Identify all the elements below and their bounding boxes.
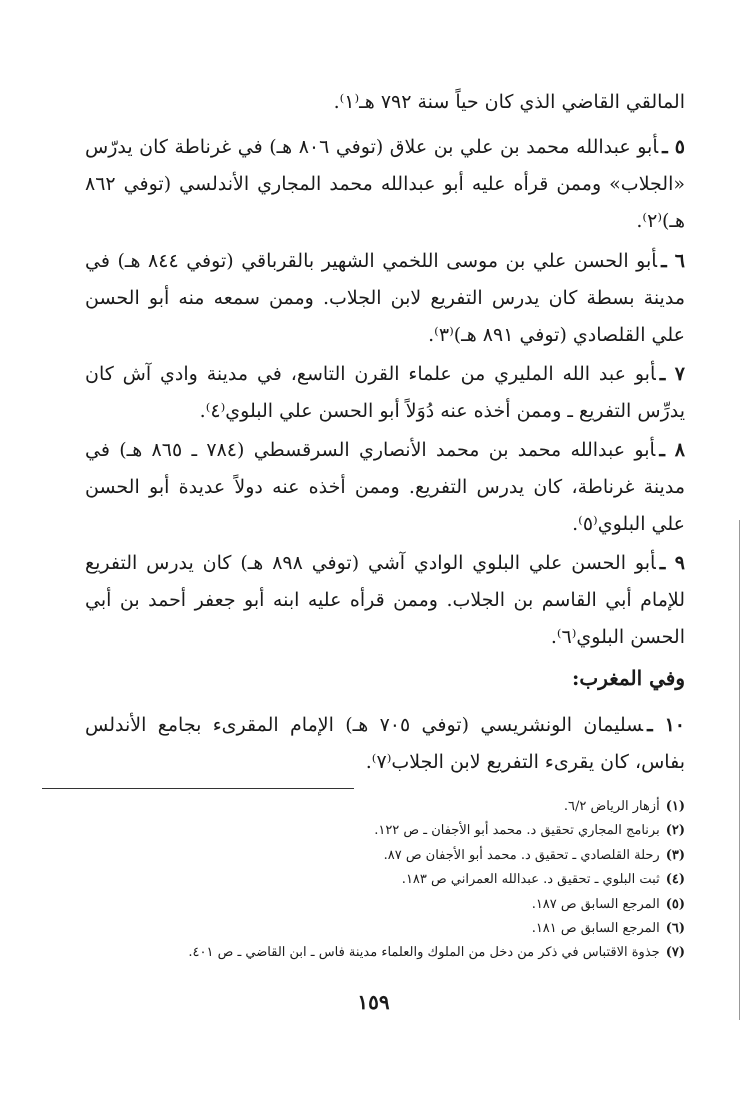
section-heading-maghreb: وفي المغرب:	[572, 666, 685, 690]
footnote-divider	[42, 788, 354, 789]
footnote	[45, 844, 685, 868]
list-item-10	[85, 707, 685, 781]
footnote-text: جذوة الاقتباس في ذكر من دخل من الملوك والعلماء مدينة فاس ـ ابن القاضي ـ ص ٤٠١.	[188, 945, 660, 961]
footnote-number: (٧)	[665, 945, 685, 961]
footnote-text: أزهار الرياض ٦/٢.	[563, 799, 660, 814]
footnote-text: المرجع السابق ص ١٨٧.	[531, 896, 660, 912]
footnote-text: برنامج المجاري تحقيق د. محمد أبو الأجفان ـ ص ١٢٢.	[374, 823, 660, 839]
paragraph-text: سليمان الونشريسي (توفي ٧٠٥ هـ) الإمام المقرىء بجامع الأندلس بفاس، كان يقرىء التفريع لابن الجلاب⁽٧⁾.	[85, 714, 685, 773]
footnotes-list	[45, 795, 685, 966]
footnote-number: (٥)	[665, 896, 685, 912]
item-number: ٥ ـ	[662, 136, 685, 158]
page-number: ١٥٩	[357, 990, 390, 1014]
paragraph-text: المالقي القاضي الذي كان حياً سنة ٧٩٢ هـ⁽١⁾.	[333, 91, 685, 113]
footnote	[45, 893, 685, 917]
footnote	[45, 868, 685, 892]
list-item-6	[85, 243, 685, 354]
footnote-text: المرجع السابق ص ١٨١.	[531, 921, 660, 937]
footnote-number: (٦)	[665, 921, 685, 937]
paragraph-text: أبو عبد الله المليري من علماء القرن التاسع، في مدينة وادي آش كان يدرِّس التفريع ـ وممن أخذه عنه دُوَلاً أبو الحسن علي البلوي⁽٤⁾.	[85, 363, 685, 422]
footnote-text: رحلة القلصادي ـ تحقيق د. محمد أبو الأجفان ص ٨٧.	[383, 847, 660, 863]
item-number: ٦ ـ	[661, 250, 685, 272]
paragraph-text: أبو عبدالله محمد بن علي بن علاق (توفي ٨٠٦ هـ) في غرناطة كان يدرّس «الجلاب» وممن قرأه عليه أبو عبدالله محمد المجاري الأندلسي (توفي ٨٦٢ هـ)⁽٢⁾.	[85, 136, 685, 232]
footnote	[45, 795, 685, 819]
list-item-5	[85, 129, 685, 240]
list-item-9	[85, 545, 685, 656]
page-edge-line	[739, 520, 740, 1020]
paragraph-continuation	[85, 84, 685, 121]
footnote	[45, 819, 685, 843]
footnote	[45, 941, 685, 965]
paragraph-text: أبو الحسن علي بن موسى اللخمي الشهير بالقرباقي (توفي ٨٤٤ هـ) في مدينة بسطة كان يدرس التفريع لابن الجلاب. وممن سمعه منه أبو الحسن علي القلصادي (توفي ٨٩١ هـ)⁽٣⁾.	[85, 250, 685, 346]
item-number: ٩ ـ	[659, 552, 685, 574]
list-item-7	[85, 356, 685, 430]
footnote-number: (٢)	[665, 823, 685, 839]
footnote-number: (٣)	[665, 847, 685, 863]
footnote-text: ثبت البلوي ـ تحقيق د. عبدالله العمراني ص ١٨٣.	[401, 872, 660, 888]
item-number: ٨ ـ	[659, 439, 685, 461]
footnote	[45, 917, 685, 941]
list-item-8	[85, 432, 685, 543]
paragraph-text: أبو عبدالله محمد بن محمد الأنصاري السرقسطي (٧٨٤ ـ ٨٦٥ هـ) في مدينة غرناطة، كان يدرس التفريع. وممن أخذه عنه دولاً عديدة أبو الحسن علي البلوي⁽٥⁾.	[85, 439, 685, 535]
footnote-number: (٤)	[665, 872, 685, 888]
footnote-number: (١)	[665, 799, 685, 814]
paragraph-text: أبو الحسن علي البلوي الوادي آشي (توفي ٨٩٨ هـ) كان يدرس التفريع للإمام أبي القاسم بن الجلاب. وممن قرأه عليه ابنه أبو جعفر أحمد بن أبي الحسن البلوي⁽٦⁾.	[85, 552, 685, 648]
item-number: ١٠ ـ	[647, 714, 685, 736]
item-number: ٧ ـ	[659, 363, 685, 385]
